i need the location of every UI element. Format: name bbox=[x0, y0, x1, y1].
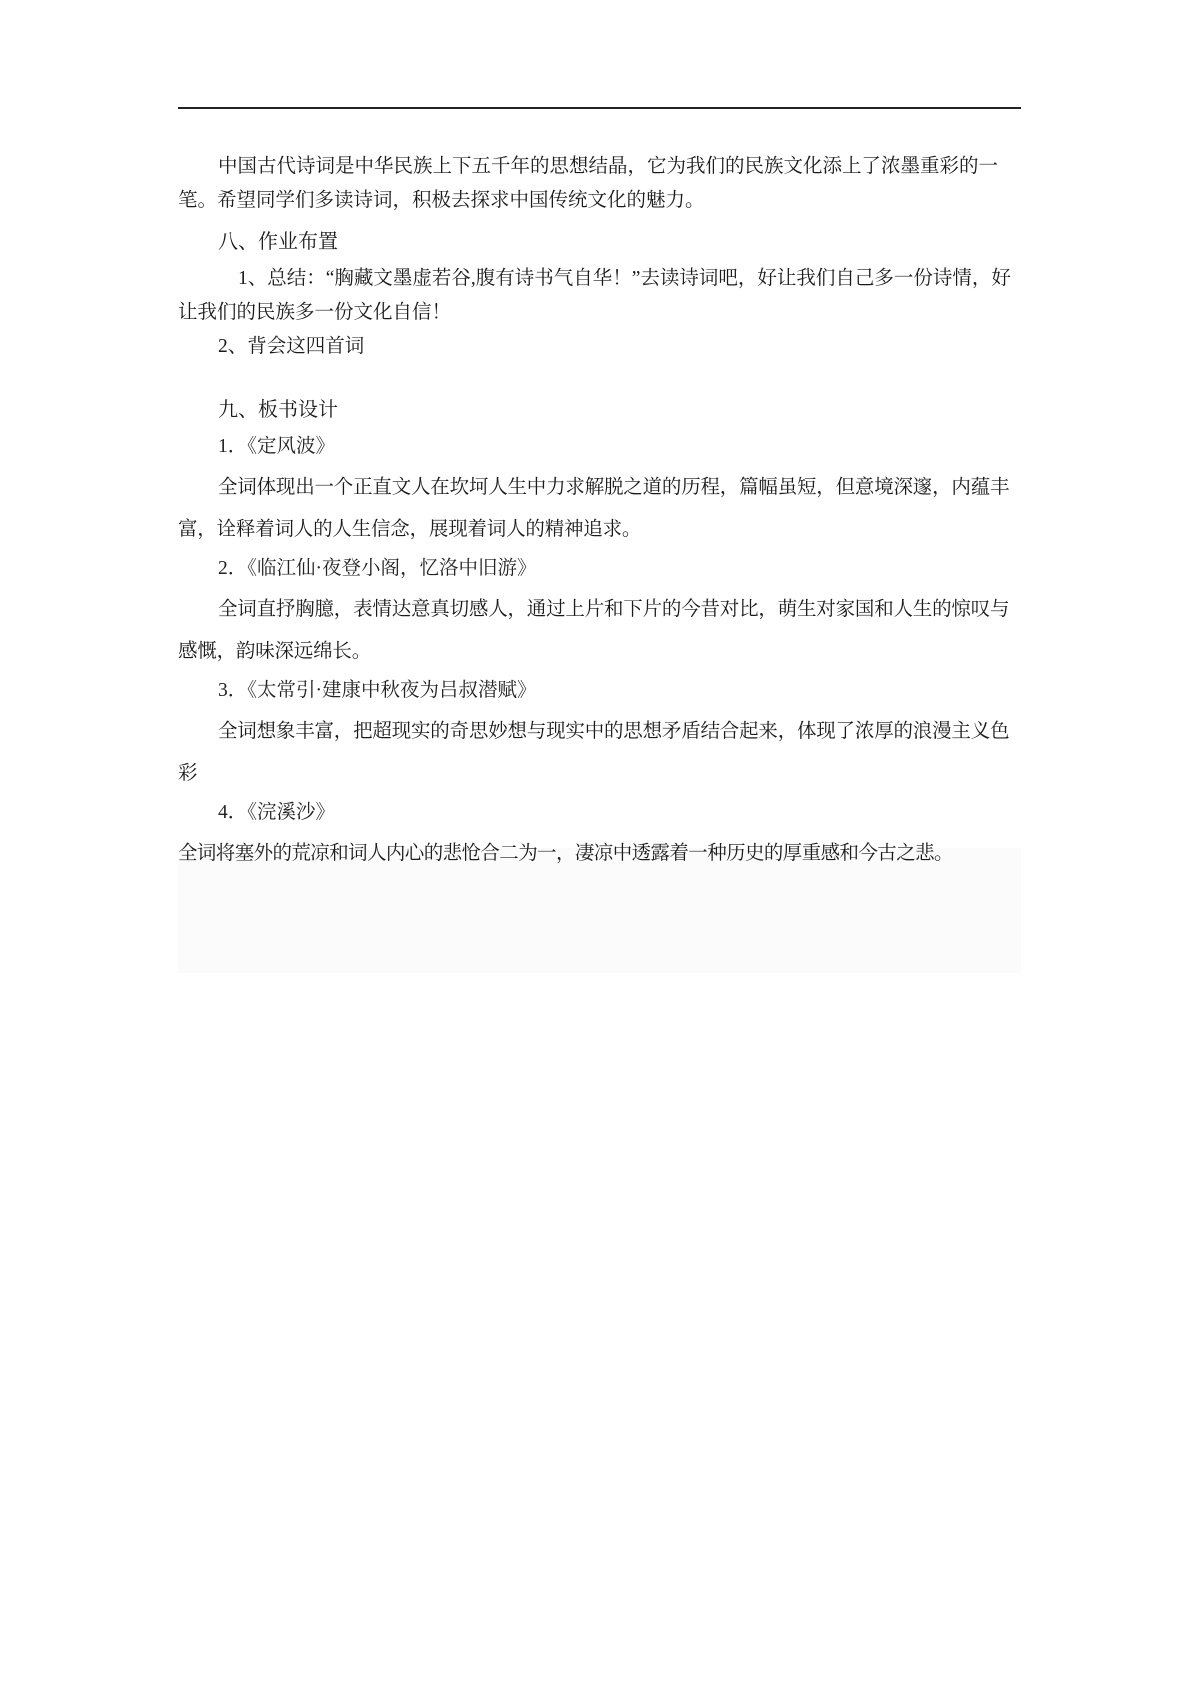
homework-item-2: 2、背会这四首词 bbox=[218, 336, 365, 357]
poem-summary-1: 全词体现出一个正直文人在坎坷人生中力求解脱之道的历程，篇幅虽短，但意境深邃，内蕴丰富，诠释着词人的人生信念，展现着词人的精神追求。 bbox=[178, 475, 1010, 540]
intro-paragraph: 中国古代诗词是中华民族上下五千年的思想结晶，它为我们的民族文化添上了浓墨重彩的一笔。希望同学们多读诗词，积极去探求中国传统文化的魅力。 bbox=[178, 156, 999, 211]
header-rule bbox=[178, 107, 1021, 109]
poem-title-4: 4．《浣溪沙》 bbox=[218, 802, 336, 823]
poem-summary-4: 全词将塞外的荒凉和词人内心的悲怆合二为一，凄凉中透露着一种历史的厚重感和今古之悲。 bbox=[178, 841, 953, 864]
spacer bbox=[178, 364, 1021, 386]
homework-heading: 八、作业布置 bbox=[218, 229, 338, 253]
poem-title-2: 2．《临江仙·夜登小阁，忆洛中旧游》 bbox=[218, 558, 537, 579]
poem-summary-2: 全词直抒胸臆，表情达意真切感人，通过上片和下片的今昔对比，萌生对家国和人生的惊叹与感慨，韵味深远绵长。 bbox=[178, 597, 1010, 662]
board-design-heading: 九、板书设计 bbox=[218, 397, 338, 421]
poem-title-1: 1．《定风波》 bbox=[218, 436, 336, 457]
homework-item-1: 1、总结：“胸藏文墨虚若谷,腹有诗书气自华！”去读诗词吧，好让我们自己多一份诗情，好让我们的民族多一份文化自信！ bbox=[178, 268, 1011, 323]
page-content bbox=[178, 150, 1021, 874]
poem-summary-3: 全词想象丰富，把超现实的奇思妙想与现实中的思想矛盾结合起来，体现了浓厚的浪漫主义色彩 bbox=[178, 719, 1010, 784]
poem-title-3: 3．《太常引·建康中秋夜为吕叔潜赋》 bbox=[218, 680, 537, 701]
